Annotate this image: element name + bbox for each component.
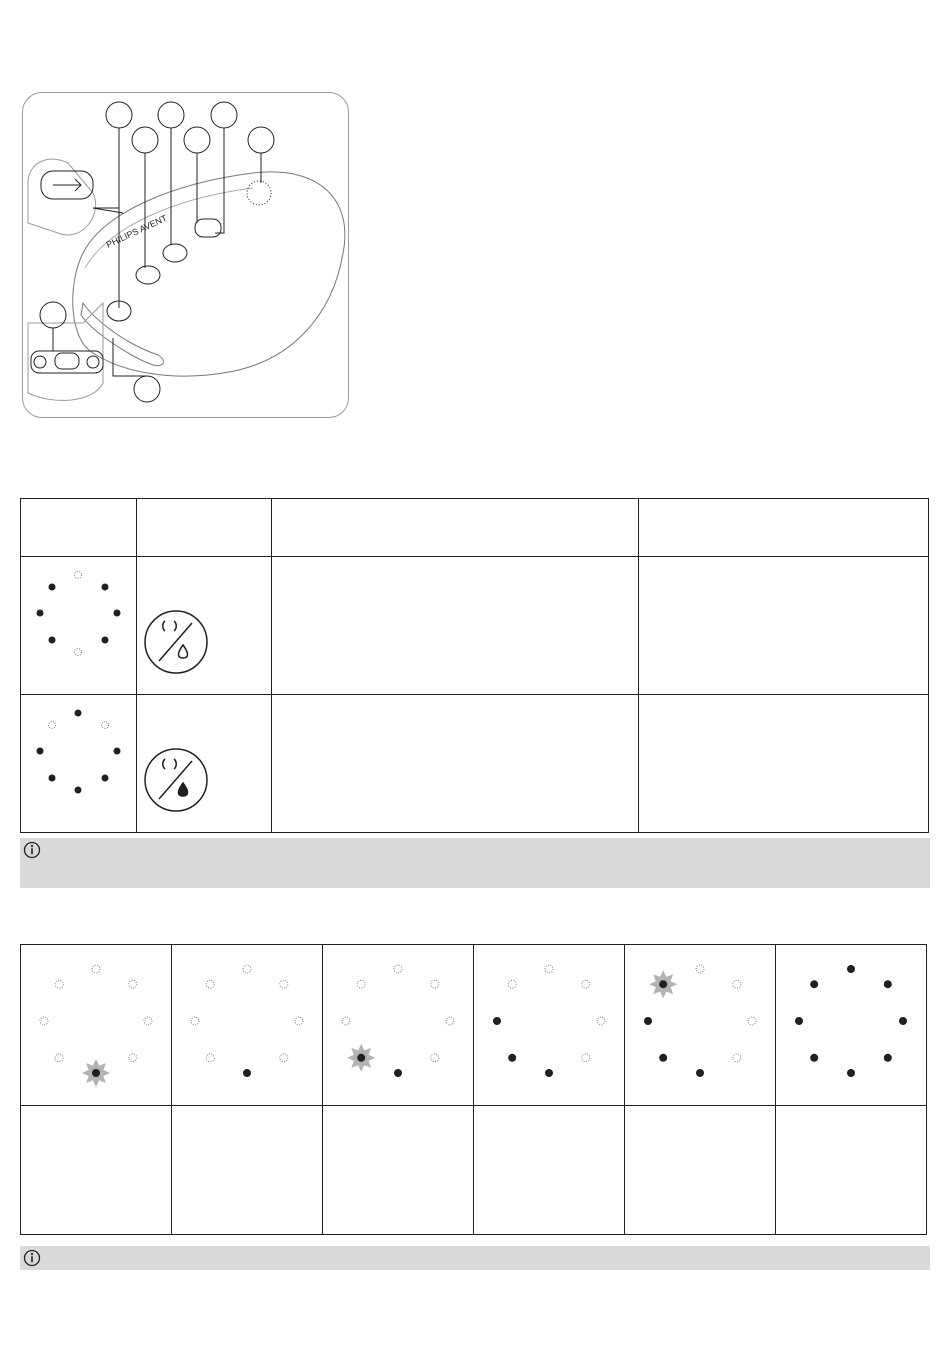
brand-text: PHILIPS AVENT [104, 212, 169, 250]
led-lit [493, 1017, 501, 1025]
step-cell [21, 945, 172, 1106]
led-lit [545, 1069, 553, 1077]
led-ring-icon [474, 945, 624, 1100]
step-caption-cell [625, 1106, 776, 1235]
description-cell [272, 557, 639, 695]
led-lit [810, 1054, 818, 1062]
step-caption-cell [323, 1106, 474, 1235]
step-caption-cell [172, 1106, 323, 1235]
led-off [55, 980, 63, 988]
led-off [446, 1017, 454, 1025]
led-indicator-cell [21, 557, 137, 695]
note-box [20, 838, 930, 888]
info-icon [23, 1249, 41, 1267]
led-lit [847, 1069, 855, 1077]
led-off [508, 980, 516, 988]
step-cell [323, 945, 474, 1106]
table-header-cell [137, 499, 272, 557]
led-indicator-cell [21, 695, 137, 833]
step-cell [625, 945, 776, 1106]
led-off [748, 1017, 756, 1025]
led-off [582, 1054, 590, 1062]
led-lit [92, 1069, 100, 1077]
symbol-cell [137, 557, 272, 695]
action-cell [639, 695, 929, 833]
led-off [582, 980, 590, 988]
led-lit [644, 1017, 652, 1025]
led-off [597, 1017, 605, 1025]
led-lit [847, 965, 855, 973]
led-off [206, 980, 214, 988]
table-header-cell [639, 499, 929, 557]
led-lit [659, 980, 667, 988]
led-lit [884, 1054, 892, 1062]
led-off [129, 1054, 137, 1062]
led-off [280, 980, 288, 988]
led-off [545, 965, 553, 973]
led-lit [659, 1054, 667, 1062]
led-ring-icon [776, 945, 926, 1100]
led-off [394, 965, 402, 973]
step-cell [474, 945, 625, 1106]
note-text [46, 1246, 930, 1256]
note-box [20, 1246, 930, 1270]
led-off [92, 965, 100, 973]
led-lit [394, 1069, 402, 1077]
led-ring-icon [625, 945, 775, 1100]
table-row [21, 695, 929, 833]
step-caption-cell [21, 1106, 172, 1235]
led-off [295, 1017, 303, 1025]
device-illustration [23, 93, 348, 417]
led-off [55, 1054, 63, 1062]
table-header-cell [21, 499, 137, 557]
led-lit [884, 980, 892, 988]
humidity-alert-icon [137, 557, 271, 689]
led-ring-icon [172, 945, 322, 1100]
led-off [129, 980, 137, 988]
led-off [733, 1054, 741, 1062]
led-off [206, 1054, 214, 1062]
action-cell [639, 557, 929, 695]
description-cell [272, 695, 639, 833]
table-header-cell [272, 499, 639, 557]
step-caption-cell [474, 1106, 625, 1235]
info-icon [23, 841, 41, 859]
led-lit [243, 1069, 251, 1077]
led-lit [357, 1054, 365, 1062]
table-row [21, 557, 929, 695]
humidity-alert-icon [137, 695, 271, 827]
led-lit [795, 1017, 803, 1025]
led-ring-icon [21, 695, 136, 827]
led-ring-icon [323, 945, 473, 1100]
symbol-cell [137, 695, 272, 833]
led-lit [696, 1069, 704, 1077]
charging-steps-table [20, 944, 927, 1235]
step-cell [172, 945, 323, 1106]
led-off [733, 980, 741, 988]
led-off [191, 1017, 199, 1025]
led-lit [508, 1054, 516, 1062]
status-table [20, 498, 929, 833]
led-off [431, 1054, 439, 1062]
led-off [243, 965, 251, 973]
led-off [144, 1017, 152, 1025]
step-icon-row [21, 945, 927, 1106]
led-lit [810, 980, 818, 988]
table-header-row [21, 499, 929, 557]
step-caption-cell [776, 1106, 927, 1235]
led-off [696, 965, 704, 973]
led-ring-icon [21, 945, 171, 1100]
led-off [357, 980, 365, 988]
led-off [431, 980, 439, 988]
device-illustration-panel [22, 92, 349, 418]
step-cell [776, 945, 927, 1106]
led-off [40, 1017, 48, 1025]
led-off [280, 1054, 288, 1062]
led-off [342, 1017, 350, 1025]
led-ring-icon [21, 557, 136, 689]
step-caption-row [21, 1106, 927, 1235]
led-lit [899, 1017, 907, 1025]
note-text [46, 838, 930, 850]
